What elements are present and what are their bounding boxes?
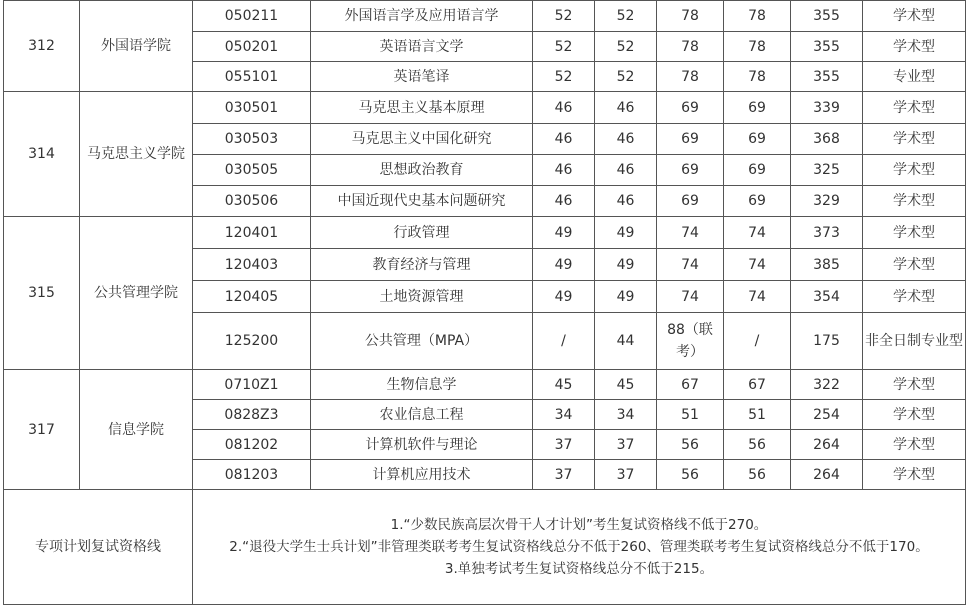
total-cell: 355 [791,62,863,92]
total-cell: 339 [791,92,863,124]
total-cell: 329 [791,186,863,217]
special-plan-row [4,490,966,605]
score-cell: 56 [657,430,724,460]
major-code-cell: 050201 [193,32,311,62]
major-name-cell: 马克思主义中国化研究 [311,124,533,155]
major-code-cell: 030503 [193,124,311,155]
college-name-cell: 公共管理学院 [80,217,193,370]
score-cell: 51 [657,400,724,430]
score-cell: 78 [657,62,724,92]
type-cell: 学术型 [863,186,966,217]
total-cell: 254 [791,400,863,430]
major-name-cell: 生物信息学 [311,370,533,400]
total-cell: 355 [791,32,863,62]
major-name-cell: 公共管理（MPA） [311,313,533,370]
major-name-cell: 计算机应用技术 [311,460,533,490]
total-cell: 175 [791,313,863,370]
score-cell: 49 [533,281,595,313]
score-cell: 52 [533,62,595,92]
college-name-cell: 外国语学院 [80,1,193,92]
score-cell: 46 [533,124,595,155]
total-cell: 355 [791,1,863,32]
score-cell: 37 [595,430,657,460]
major-name-cell: 思想政治教育 [311,155,533,186]
type-cell: 学术型 [863,370,966,400]
score-cell: 69 [724,92,791,124]
score-cell: / [724,313,791,370]
score-cell: 46 [595,155,657,186]
special-plan-note: 3.单独考试考生复试资格线总分不低于215。 [444,561,714,577]
total-cell: 264 [791,430,863,460]
total-cell: 325 [791,155,863,186]
total-cell: 264 [791,460,863,490]
special-plan-note: 2.“退役大学生士兵计划”非管理类联考考生复试资格线总分不低于260、管理类联考考生复试资格线总分不低于170。 [229,539,929,555]
total-cell: 373 [791,217,863,249]
type-cell: 学术型 [863,124,966,155]
major-name-cell: 行政管理 [311,217,533,249]
score-table [3,0,966,605]
score-cell: 74 [724,249,791,281]
score-cell: 45 [595,370,657,400]
major-code-cell: 120405 [193,281,311,313]
major-name-cell: 教育经济与管理 [311,249,533,281]
type-cell: 学术型 [863,249,966,281]
score-cell: 37 [595,460,657,490]
type-cell: 学术型 [863,281,966,313]
score-cell: 49 [595,249,657,281]
score-cell: / [533,313,595,370]
score-cell: 46 [533,92,595,124]
type-cell: 学术型 [863,155,966,186]
major-code-cell: 081202 [193,430,311,460]
special-plan-title: 专项计划复试资格线 [4,490,193,605]
type-cell: 专业型 [863,62,966,92]
score-cell: 74 [657,217,724,249]
score-cell: 34 [533,400,595,430]
score-cell: 34 [595,400,657,430]
score-cell: 37 [533,460,595,490]
score-cell: 69 [724,155,791,186]
total-cell: 368 [791,124,863,155]
major-name-cell: 土地资源管理 [311,281,533,313]
score-cell: 51 [724,400,791,430]
score-cell: 49 [533,217,595,249]
score-cell: 46 [533,186,595,217]
college-code-cell: 312 [4,1,80,92]
major-code-cell: 050211 [193,1,311,32]
college-name-cell: 马克思主义学院 [80,92,193,217]
type-cell: 学术型 [863,32,966,62]
score-cell: 46 [595,186,657,217]
score-cell: 78 [724,32,791,62]
score-cell: 46 [533,155,595,186]
total-cell: 385 [791,249,863,281]
type-cell: 学术型 [863,92,966,124]
score-cell: 52 [595,1,657,32]
college-code-cell: 314 [4,92,80,217]
score-cell: 52 [595,32,657,62]
score-cell: 69 [657,92,724,124]
major-code-cell: 0828Z3 [193,400,311,430]
score-cell: 69 [724,124,791,155]
major-code-cell: 030505 [193,155,311,186]
type-cell: 学术型 [863,1,966,32]
table-row [4,217,966,249]
score-cell: 49 [595,217,657,249]
score-cell: 49 [595,281,657,313]
score-cell: 49 [533,249,595,281]
score-cell: 52 [533,32,595,62]
type-cell: 学术型 [863,217,966,249]
major-code-cell: 030506 [193,186,311,217]
major-name-cell: 英语语言文学 [311,32,533,62]
score-cell: 78 [724,1,791,32]
score-cell: 74 [657,281,724,313]
total-cell: 322 [791,370,863,400]
score-cell: 45 [533,370,595,400]
type-cell: 学术型 [863,400,966,430]
score-cell: 67 [657,370,724,400]
score-cell: 46 [595,124,657,155]
major-name-cell: 计算机软件与理论 [311,430,533,460]
score-cell: 78 [657,1,724,32]
total-cell: 354 [791,281,863,313]
score-cell: 46 [595,92,657,124]
score-cell: 78 [724,62,791,92]
score-cell: 69 [657,186,724,217]
score-cell: 69 [657,124,724,155]
major-name-cell: 农业信息工程 [311,400,533,430]
special-plan-note: 1.“少数民族高层次骨干人才计划”考生复试资格线不低于270。 [390,517,768,533]
type-cell: 非全日制专业型 [863,313,966,370]
table-row [4,1,966,32]
score-cell: 88（联考） [657,313,724,370]
score-cell: 52 [533,1,595,32]
major-code-cell: 125200 [193,313,311,370]
major-code-cell: 120401 [193,217,311,249]
score-cell: 37 [533,430,595,460]
score-cell: 44 [595,313,657,370]
score-cell: 67 [724,370,791,400]
college-code-cell: 315 [4,217,80,370]
major-name-cell: 中国近现代史基本问题研究 [311,186,533,217]
major-code-cell: 120403 [193,249,311,281]
score-cell: 69 [657,155,724,186]
score-cell: 74 [724,281,791,313]
score-cell: 56 [724,430,791,460]
score-cell: 52 [595,62,657,92]
major-name-cell: 外国语言学及应用语言学 [311,1,533,32]
major-code-cell: 081203 [193,460,311,490]
score-cell: 56 [657,460,724,490]
score-cell: 78 [657,32,724,62]
major-name-cell: 马克思主义基本原理 [311,92,533,124]
major-code-cell: 030501 [193,92,311,124]
college-name-cell: 信息学院 [80,370,193,490]
major-name-cell: 英语笔译 [311,62,533,92]
score-cell: 74 [724,217,791,249]
score-cell: 56 [724,460,791,490]
score-cell: 69 [724,186,791,217]
table-row [4,92,966,124]
college-code-cell: 317 [4,370,80,490]
type-cell: 学术型 [863,460,966,490]
type-cell: 学术型 [863,430,966,460]
page [3,0,966,605]
table-row [4,370,966,400]
special-plan-notes [193,490,966,605]
score-cell: 74 [657,249,724,281]
major-code-cell: 055101 [193,62,311,92]
major-code-cell: 0710Z1 [193,370,311,400]
